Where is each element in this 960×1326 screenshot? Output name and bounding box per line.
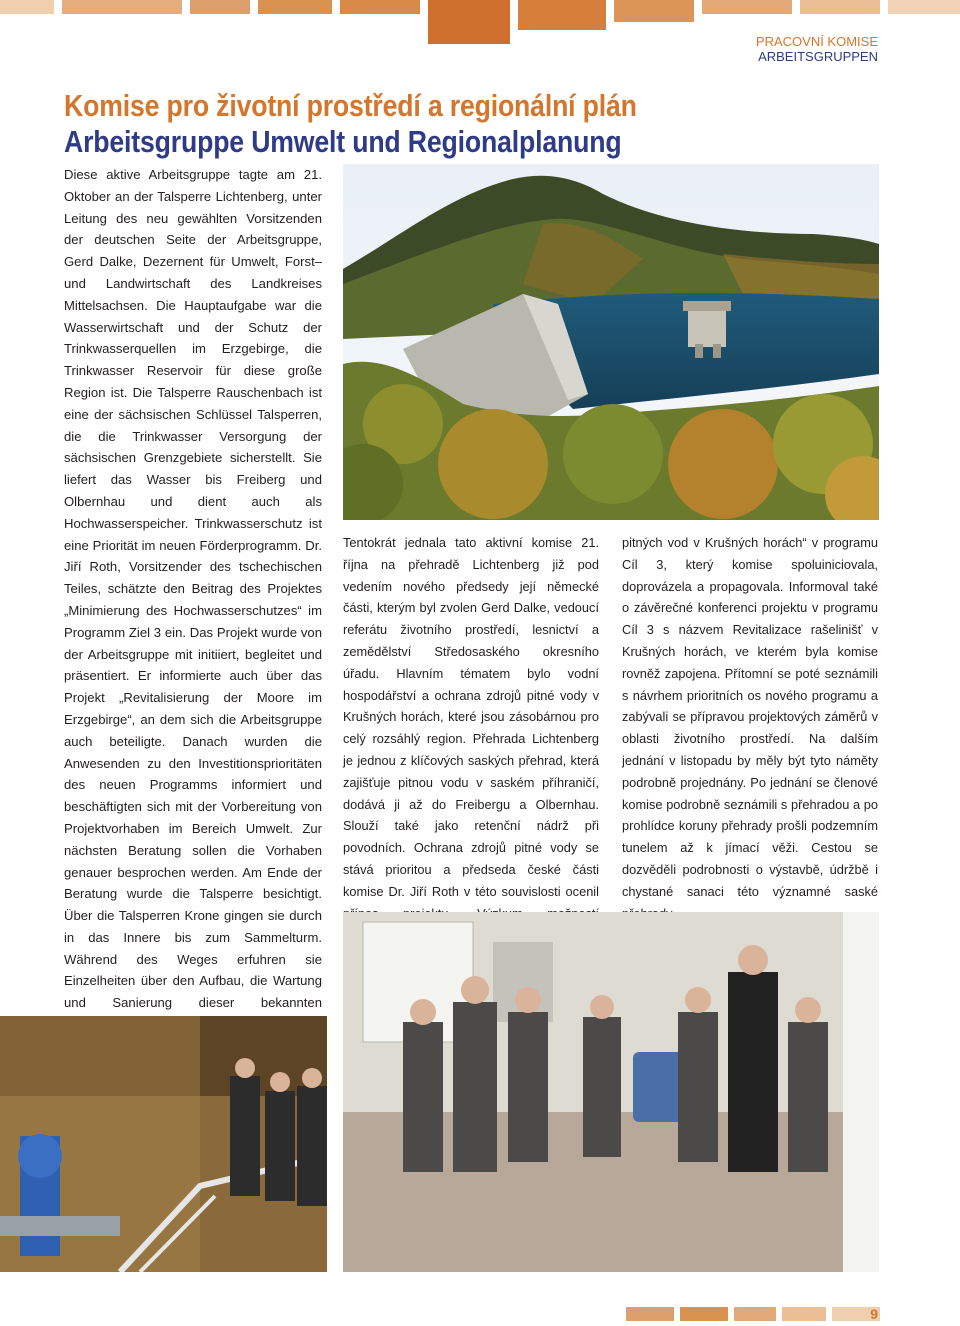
page-title-de: Arbeitsgruppe Umwelt und Regionalplanung: [64, 124, 622, 159]
section-label-cz: PRACOVNÍ KOMISE: [755, 34, 878, 49]
bottom-bar-4: [782, 1307, 826, 1321]
bottom-bar-3: [734, 1307, 776, 1321]
article-text-de: Diese aktive Arbeitsgruppe tagte am 21. Oktober an der Talsperre Lichtenberg, unter Leitung des neu gewählten Vorsitzenden der deutschen Seite der Arbeitsgruppe, Gerd Dalke, Dezernent für Umwelt, Forst– und Landwirtschaft des Landkreises Mittelsachsen. Die Hauptaufgabe war die Wasserwirtschaft und der Schutz der Trinkwasserquellen im Erzgebirge, die Trinkwasser Reservoir für diese große Region ist. Die Talsperre Rauschenbach ist eine der sächsischen Schlüssel Talsperren, die die Trinkwasser Versorgung der sächsischen Grenzgebiete sicherstellt. Sie liefert das Wasser bis Freiberg und Olbernhau und dient auch als Hochwasserspeicher. Trinkwasserschutz ist eine Priorität im neuen Förderprogramm. Dr. Jiří Roth, Vorsitzender des tschechischen Teiles, schätzte den Beitrag des Projektes „Minimierung des Hochwasserschutzes“ im Programm Ziel 3 ein. Das Projekt wurde von der Arbeitsgruppe mit initiiert, begleitet und präsentiert. Er informierte auch über das Projekt „Revitalisierung der Moore im Erzgebirge“, an dem sich die Arbeitsgruppe auch beteiligte. Danach wurden die Anwesenden zu den Investitionsprioritäten des neuen Programms informiert und beschäftigten sich mit der Vorbereitung von Projektvorhaben im Bereich Umwelt. Zur nächsten Beratung sollen die Vorhaben genauer besprochen werden. Am Ende der Beratung wurde die Talsperre besichtigt. Über die Talsperren Krone gingen sie durch in das Innere bis zum Sammelturm. Während des Weges erfuhren sie Einzelheiten über den Aufbau, die Wartung und Sanierung dieser bekannten: [64, 167, 322, 1011]
bottom-bar-1: [626, 1307, 674, 1321]
top-bar-11: [888, 0, 960, 14]
top-bar-9: [702, 0, 792, 14]
top-bar-8: [614, 0, 694, 22]
top-bar-4: [258, 0, 332, 14]
top-bar-3: [190, 0, 250, 14]
article-text-cz-part2: pitných vod v Krušných horách“ v programu Cíl 3, který komise spoluiniciovala, doprovázela a propagovala. Informoval také o závěrečné konferenci projektu v programu Cíl 3 s názvem Revitalizace rašelinišť v Krušných horách, ve kterém byla komise rovněž zapojena. Přítomní se poté seznámili s návrhem prioritních os nového programu a zabývali se přípravou projektových záměrů v oblasti životního prostředí. Na dalším jednání v listopadu by měly být tyto náměty podrobně projednány. Po jednání se členové komise podrobně seznámili s přehradou a po prohlídce koruny přehrady prošli podzemním tunelem až k jímací věži. Cestou se dozvěděli podrobnosti o výstavbě, údržbě i chystané sanaci této významné saské: [622, 535, 878, 899]
section-label-de: ARBEITSGRUPPEN: [758, 49, 878, 64]
top-bar-5: [340, 0, 420, 14]
page-number: 9: [870, 1306, 878, 1322]
bottom-bar-2: [680, 1307, 728, 1321]
article-text-cz-part1: Tentokrát jednala tato aktivní komise 21. října na přehradě Lichtenberg již pod vedením nového předsedy její německé části, kterým byl zvolen Gerd Dalke, vedoucí referátu životního prostředí, lesnictví a zemědělství Středosaského okresního úřadu. Hlavním tématem bylo vodní hospodářství a ochrana zdrojů pitné vody v Krušných horách, které jsou zásobárnou pro celý rozsáhlý region. Přehrada Lichtenberg je jednou z klíčových saských přehrad, která zajišťuje pitnou vodu v saském příhraničí, dodává ji až do Freibergu a Olbernhau. Slouží také jako retenční nádrž při povodních. Ochrana zdrojů pitné vody se stává prioritou a předseda české části komise Dr. Jiří Roth v této souvislosti ocenil: [343, 535, 599, 899]
section-header: [756, 34, 878, 64]
top-bar-7: [518, 0, 606, 30]
reservoir-dam-photo: [343, 164, 879, 520]
top-bar-10: [800, 0, 880, 14]
page-title-cz: Komise pro životní prostředí a regionální plán: [64, 88, 637, 123]
top-bar-6: [428, 0, 510, 44]
top-bar-1: [0, 0, 54, 14]
group-visit-photo: [343, 912, 879, 1272]
top-bar-2: [62, 0, 182, 14]
intake-interior-photo: [0, 1016, 327, 1272]
